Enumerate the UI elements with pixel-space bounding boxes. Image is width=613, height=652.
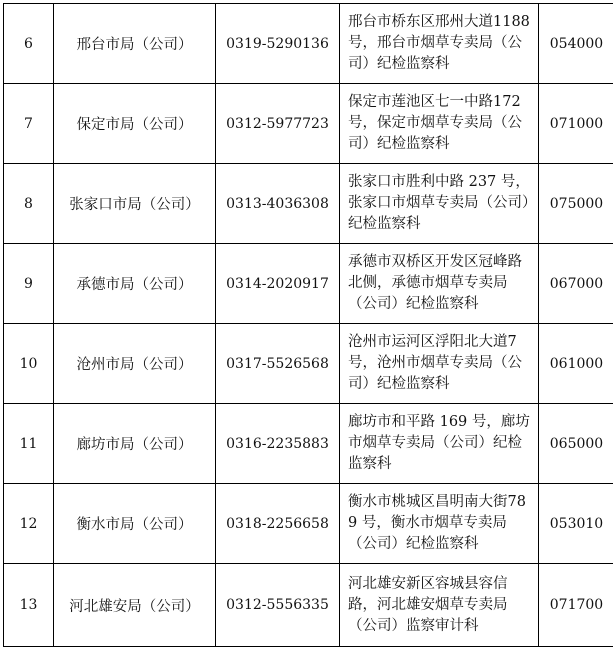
unit-name: 保定市局（公司） (54, 84, 216, 164)
table-row (4, 404, 613, 484)
row-number: 12 (4, 484, 54, 564)
phone-number: 0312-5556335 (216, 564, 340, 647)
address-cell (340, 564, 539, 647)
address-cell (340, 164, 539, 244)
address-text: 张家口市胜利中路 237 号，张家口市烟草专卖局（公司）纪检监察科 (348, 174, 530, 232)
phone-number: 0317-5526568 (216, 324, 340, 404)
address-text: 河北雄安新区容城县容信路，河北雄安烟草专卖局（公司）监察审计科 (348, 575, 508, 634)
address-cell (340, 484, 539, 564)
address-text: 廊坊市和平路 169 号，廊坊市烟草专卖局（公司）纪检监察科 (348, 414, 530, 472)
table-row (4, 4, 613, 84)
row-number: 6 (4, 4, 54, 84)
postcode: 071000 (539, 84, 613, 164)
unit-name: 廊坊市局（公司） (54, 404, 216, 484)
address-cell (340, 4, 539, 84)
table-row (4, 244, 613, 324)
address-cell (340, 324, 539, 404)
unit-name: 河北雄安局（公司） (54, 564, 216, 647)
postcode: 053010 (539, 484, 613, 564)
row-number: 7 (4, 84, 54, 164)
unit-name: 张家口市局（公司） (54, 164, 216, 244)
postcode: 061000 (539, 324, 613, 404)
table-row (4, 324, 613, 404)
postcode: 075000 (539, 164, 613, 244)
phone-number: 0313-4036308 (216, 164, 340, 244)
address-text: 保定市莲池区七一中路172 号，保定市烟草专卖局（公司）纪检监察科 (348, 94, 522, 152)
postcode: 065000 (539, 404, 613, 484)
row-number: 9 (4, 244, 54, 324)
postcode: 054000 (539, 4, 613, 84)
phone-number: 0318-2256658 (216, 484, 340, 564)
unit-name: 沧州市局（公司） (54, 324, 216, 404)
postcode: 067000 (539, 244, 613, 324)
address-text: 沧州市运河区浮阳北大道7 号，沧州市烟草专卖局（公司）纪检监察科 (348, 334, 522, 392)
address-text: 承德市双桥区开发区冠峰路北侧，承德市烟草专卖局（公司）纪检监察科 (348, 254, 522, 312)
phone-number: 0314-2020917 (216, 244, 340, 324)
table-row (4, 484, 613, 564)
address-cell (340, 84, 539, 164)
row-number: 8 (4, 164, 54, 244)
unit-name: 衡水市局（公司） (54, 484, 216, 564)
address-cell (340, 244, 539, 324)
row-number: 11 (4, 404, 54, 484)
table-row (4, 164, 613, 244)
phone-number: 0312-5977723 (216, 84, 340, 164)
postcode: 071700 (539, 564, 613, 647)
contact-table (3, 3, 613, 647)
unit-name: 邢台市局（公司） (54, 4, 216, 84)
phone-number: 0316-2235883 (216, 404, 340, 484)
address-cell (340, 404, 539, 484)
table-row (4, 564, 613, 647)
address-text: 邢台市桥东区邢州大道1188 号，邢台市烟草专卖局（公司）纪检监察科 (348, 14, 530, 72)
row-number: 13 (4, 564, 54, 647)
row-number: 10 (4, 324, 54, 404)
phone-number: 0319-5290136 (216, 4, 340, 84)
table-row (4, 84, 613, 164)
unit-name: 承德市局（公司） (54, 244, 216, 324)
address-text: 衡水市桃城区昌明南大街789 号，衡水市烟草专卖局（公司）纪检监察科 (348, 494, 526, 552)
